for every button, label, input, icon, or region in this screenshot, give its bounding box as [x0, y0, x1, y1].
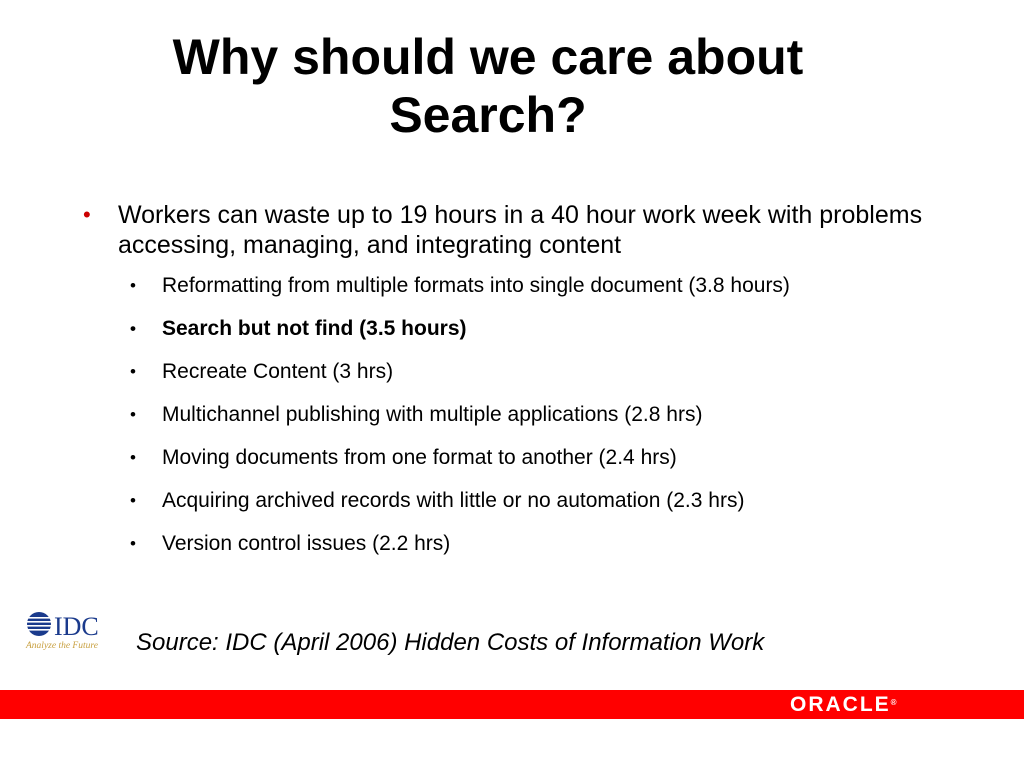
bullet-icon: •	[83, 202, 91, 227]
bullet-icon: •	[130, 534, 136, 553]
sub-bullet-text: Recreate Content (3 hrs)	[162, 360, 394, 383]
oracle-logo-text: ORACLE	[790, 693, 891, 716]
source-citation: Source: IDC (April 2006) Hidden Costs of Information Work	[136, 629, 765, 656]
sub-bullet-item	[128, 401, 980, 428]
bullet-icon: •	[130, 362, 136, 381]
bullet-icon: •	[130, 491, 136, 510]
title-line-2: Search?	[389, 87, 587, 143]
sub-bullet-text: Reformatting from multiple formats into single document (3.8 hours)	[162, 274, 790, 297]
sub-bullet-item	[128, 358, 980, 385]
sub-bullet-item	[128, 272, 980, 299]
sub-bullet-item	[128, 444, 980, 471]
idc-logo-tagline: Analyze the Future	[26, 641, 98, 651]
title-line-1: Why should we care about	[172, 29, 804, 85]
bullet-icon: •	[130, 276, 136, 295]
bullet-icon: •	[130, 405, 136, 424]
slide-title	[0, 28, 976, 144]
sub-bullet-text: Version control issues (2.2 hrs)	[162, 532, 451, 555]
bullet-icon: •	[130, 319, 136, 338]
sub-bullet-text: Acquiring archived records with little or no automation (2.3 hrs)	[162, 489, 745, 512]
bullet-content	[80, 200, 980, 573]
idc-globe-icon	[26, 612, 52, 636]
sub-bullet-text: Multichannel publishing with multiple applications (2.8 hrs)	[162, 403, 703, 426]
registered-mark-icon: ®	[890, 698, 897, 707]
sub-bullet-text: Moving documents from one format to another (2.4 hrs)	[162, 446, 677, 469]
sub-bullet-item	[128, 487, 980, 514]
sub-bullet-item-highlighted	[128, 315, 980, 342]
sub-bullet-list	[128, 272, 980, 557]
sub-bullet-item	[128, 530, 980, 557]
bullet-icon: •	[130, 448, 136, 467]
footer-bar	[0, 690, 1024, 719]
main-bullet	[80, 200, 980, 260]
oracle-logo	[790, 690, 897, 719]
idc-logo-text: IDC	[54, 612, 99, 641]
sub-bullet-text: Search but not find (3.5 hours)	[162, 317, 467, 340]
main-bullet-text: Workers can waste up to 19 hours in a 40 hour work week with problems accessing, managing, and integrating content	[118, 201, 923, 259]
idc-logo	[24, 610, 124, 652]
